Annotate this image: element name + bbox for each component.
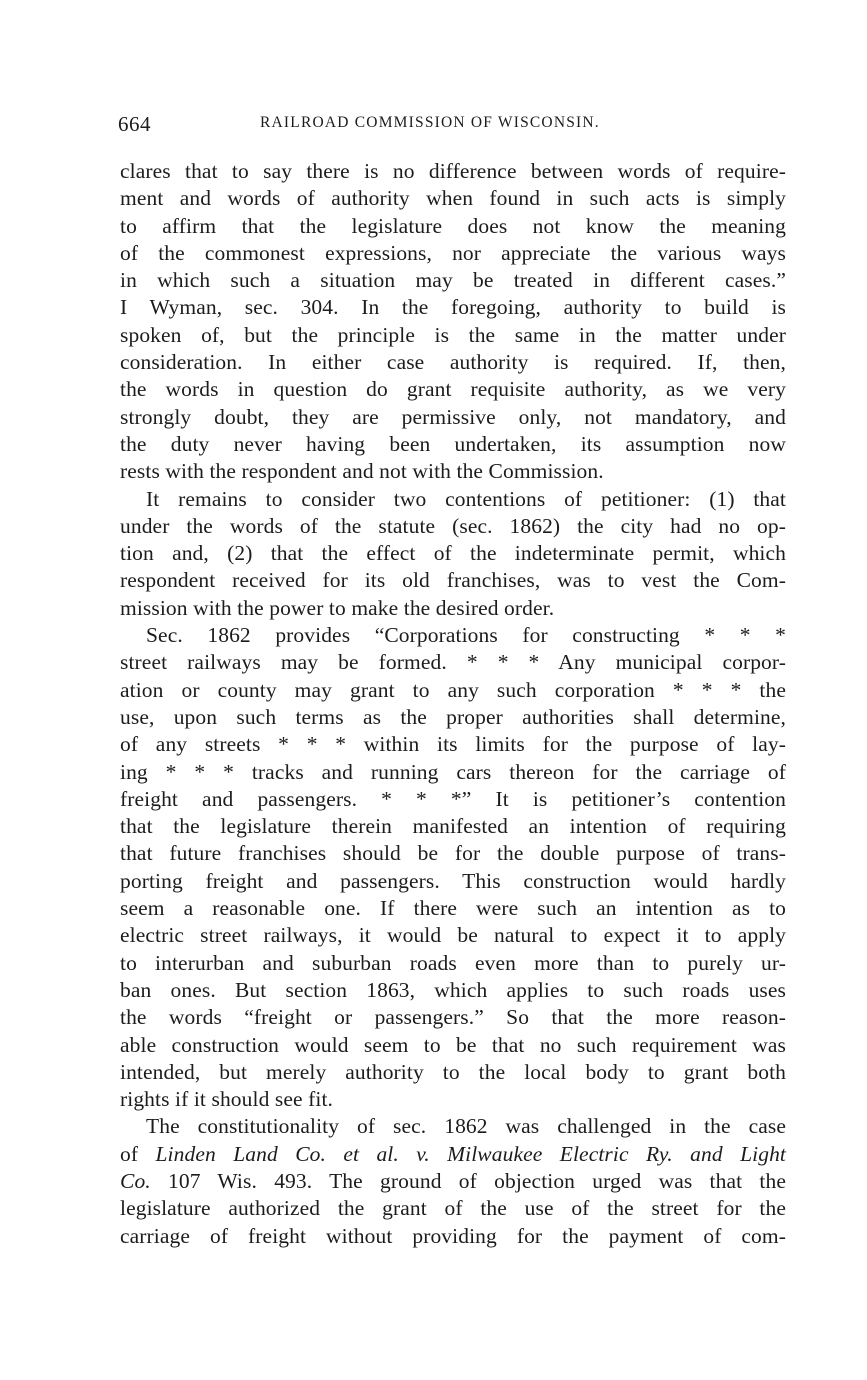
text-line: ing * * * tracks and running cars thereon for the carriage of bbox=[120, 759, 786, 784]
text-line: rights if it should see fit. bbox=[120, 1087, 334, 1112]
text-line: carriage of freight without providing for the payment of com- bbox=[120, 1223, 786, 1248]
text-line: ment and words of authority when found in such acts is simply bbox=[120, 186, 786, 211]
text-line: intended, but merely authority to the local body to grant both bbox=[120, 1059, 786, 1084]
text-line: tion and, (2) that the effect of the indeterminate permit, which bbox=[120, 541, 786, 566]
text-line: of any streets * * * within its limits for the purpose of lay- bbox=[120, 732, 786, 757]
text-line: able construction would seem to be that no such requirement was bbox=[120, 1032, 786, 1057]
page-number: 664 bbox=[118, 112, 151, 136]
text-line: under the words of the statute (sec. 1862) the city had no op- bbox=[120, 513, 786, 538]
page-header bbox=[118, 112, 790, 140]
case-prefix: of bbox=[120, 1141, 156, 1166]
text-line: I Wyman, sec. 304. In the foregoing, authority to build is bbox=[120, 295, 786, 320]
citation-text: 107 Wis. 493. The ground of objection urged was that the bbox=[150, 1168, 786, 1193]
text-line: ation or county may grant to any such corporation * * * the bbox=[120, 677, 786, 702]
text-line: the duty never having been undertaken, its assumption now bbox=[120, 431, 786, 456]
text-line: to affirm that the legislature does not know the meaning bbox=[120, 213, 786, 238]
text-line: strongly doubt, they are permissive only, not mandatory, and bbox=[120, 404, 786, 429]
case-citation-line bbox=[120, 1141, 786, 1168]
text-line: electric street railways, it would be natural to expect it to apply bbox=[120, 923, 786, 948]
text-line: to interurban and suburban roads even more than to purely ur- bbox=[120, 950, 786, 975]
text-line: respondent received for its old franchises, was to vest the Com- bbox=[120, 568, 786, 593]
text-line: The constitutionality of sec. 1862 was challenged in the case bbox=[146, 1114, 786, 1139]
running-head: RAILROAD COMMISSION OF WISCONSIN. bbox=[260, 114, 600, 131]
text-line: use, upon such terms as the proper authorities shall determine, bbox=[120, 704, 786, 729]
text-line: street railways may be formed. * * * Any municipal corpor- bbox=[120, 650, 786, 675]
case-name: Linden Land Co. et al. v. Milwaukee Electric Ry. and Light bbox=[155, 1141, 786, 1166]
text-line: of the commonest expressions, nor appreciate the various ways bbox=[120, 240, 786, 265]
text-line: spoken of, but the principle is the same in the matter under bbox=[120, 322, 786, 347]
text-line: porting freight and passengers. This construction would hardly bbox=[120, 868, 786, 893]
body-text bbox=[120, 158, 786, 1250]
text-line: legislature authorized the grant of the use of the street for the bbox=[120, 1196, 786, 1221]
case-citation-line bbox=[120, 1168, 786, 1195]
text-line: ban ones. But section 1863, which applies to such roads uses bbox=[120, 977, 786, 1002]
text-line: consideration. In either case authority is required. If, then, bbox=[120, 350, 786, 375]
text-line: that future franchises should be for the double purpose of trans- bbox=[120, 841, 786, 866]
text-line: seem a reasonable one. If there were such an intention as to bbox=[120, 896, 786, 921]
text-line: that the legislature therein manifested an intention of requiring bbox=[120, 814, 786, 839]
text-line: mission with the power to make the desired order. bbox=[120, 595, 555, 620]
text-line: the words in question do grant requisite authority, as we very bbox=[120, 377, 786, 402]
text-line: freight and passengers. * * *” It is petitioner’s contention bbox=[120, 786, 786, 811]
text-line: the words “freight or passengers.” So that the more reason- bbox=[120, 1005, 786, 1030]
text-line: clares that to say there is no difference between words of require- bbox=[120, 159, 786, 183]
text-line: in which such a situation may be treated in different cases.” bbox=[120, 268, 786, 293]
case-name-end: Co. bbox=[120, 1168, 151, 1193]
text-line: It remains to consider two contentions of petitioner: (1) that bbox=[146, 486, 786, 511]
text-line: Sec. 1862 provides “Corporations for constructing * * * bbox=[146, 623, 786, 648]
text-line: rests with the respondent and not with the Commission. bbox=[120, 459, 604, 484]
